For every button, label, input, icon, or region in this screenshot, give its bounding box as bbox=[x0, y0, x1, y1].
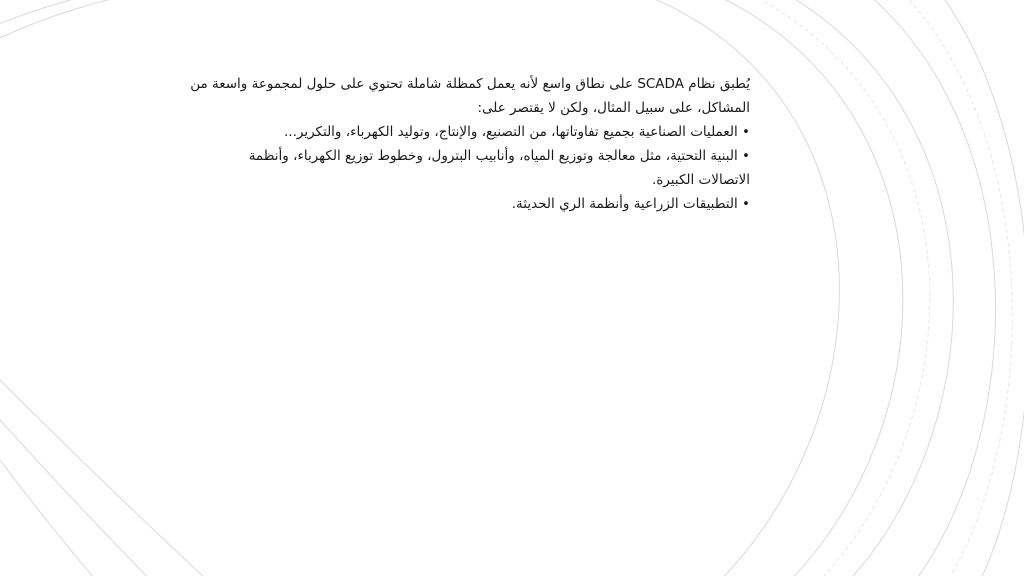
bullet-agriculture: • التطبيقات الزراعية وأنظمة الري الحديثة. bbox=[511, 196, 750, 212]
body-text bbox=[120, 72, 750, 216]
intro-line-2: المشاكل، على سبيل المثال، ولكن لا يقتصر على: bbox=[477, 100, 750, 116]
bullet-infrastructure-continuation: الاتصالات الكبيرة. bbox=[651, 172, 750, 188]
bullet-industrial-processes: • العمليات الصناعية بجميع تفاوتاتها، من التصنيع، والإنتاج، وتوليد الكهرباء، والتكرير... bbox=[284, 124, 750, 140]
bullet-infrastructure: • البنية التحتية، مثل معالجة وتوزيع المياه، وأنابيب البترول، وخطوط توزيع الكهرباء، وأنظمة bbox=[248, 148, 750, 164]
intro-line-1: يُطبق نظام SCADA على نطاق واسع لأنه يعمل كمظلة شاملة تحتوي على حلول لمجموعة واسعة من bbox=[190, 76, 750, 92]
